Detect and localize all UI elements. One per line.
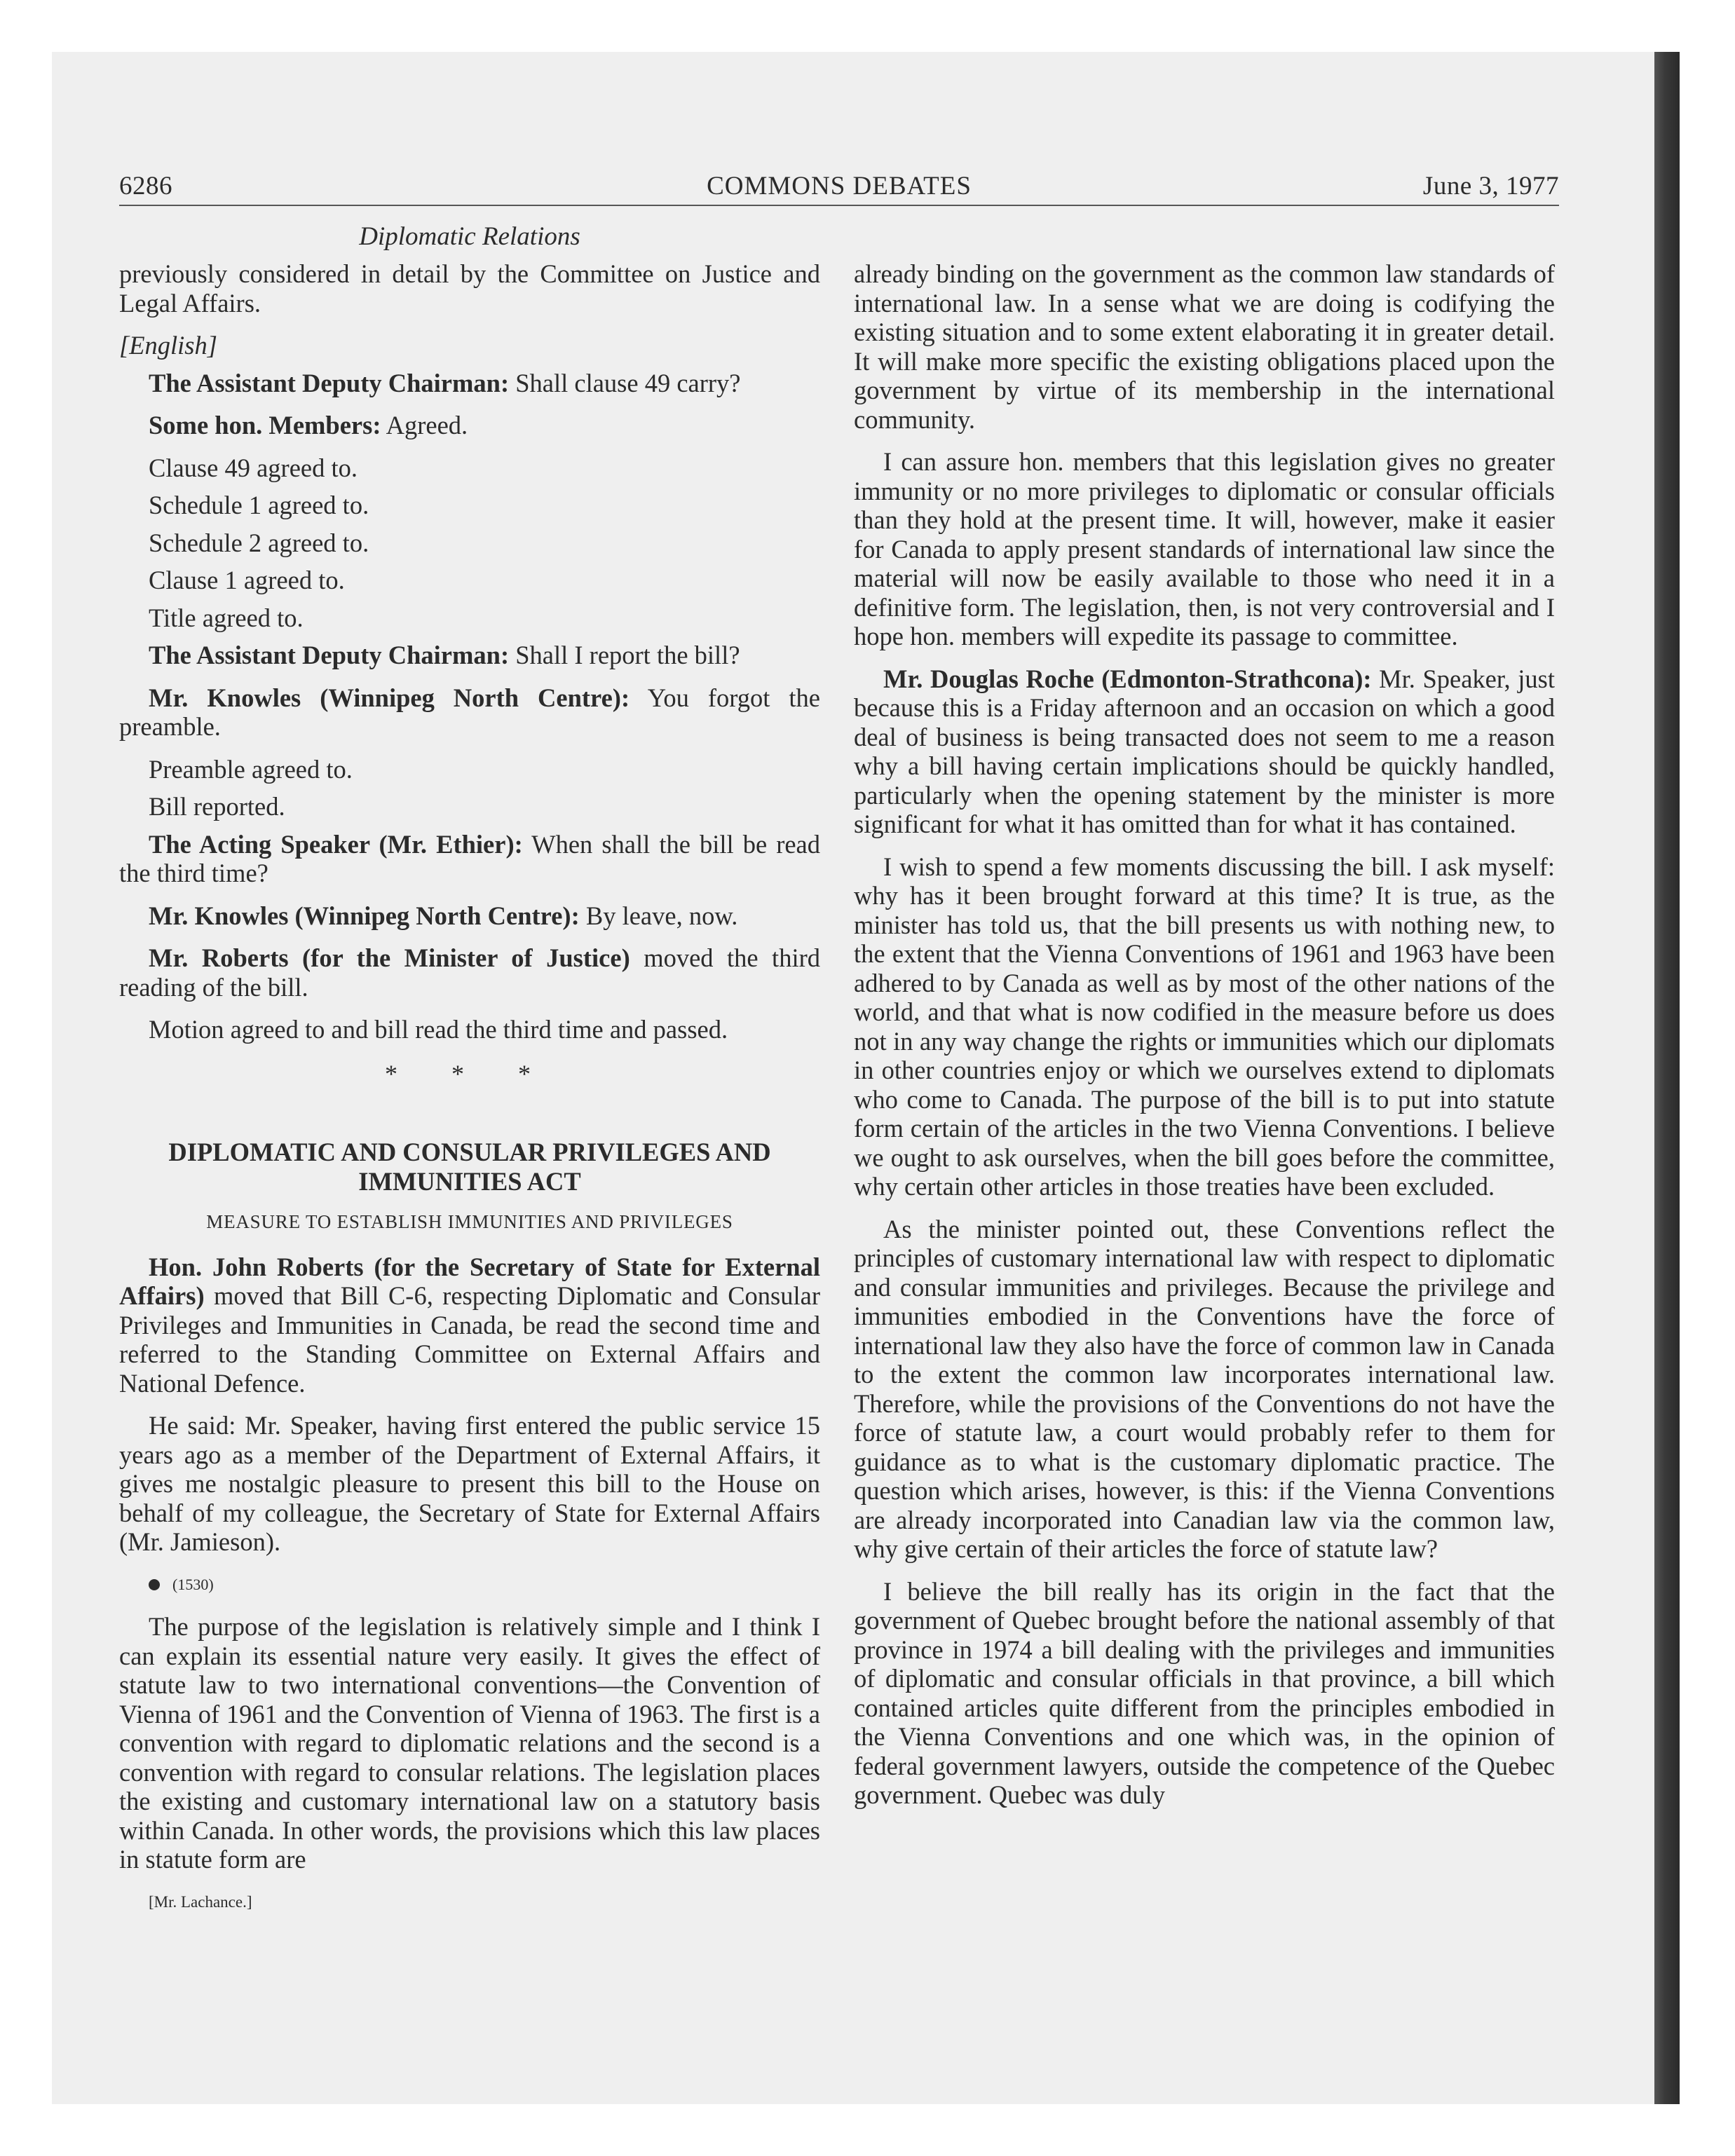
speech: The Acting Speaker (Mr. Ethier): When shall the bill be read the third time? bbox=[119, 829, 821, 887]
procedural-note: Schedule 2 agreed to. bbox=[149, 528, 369, 557]
time-marker: (1530) bbox=[119, 1570, 820, 1599]
page-date: June 3, 1977 bbox=[1422, 172, 1559, 200]
page-header bbox=[119, 171, 1559, 206]
speech: The Assistant Deputy Chairman: Shall I report the bill? bbox=[149, 641, 740, 669]
bullet-dot-icon bbox=[149, 1579, 160, 1590]
right-column bbox=[854, 259, 1555, 1823]
speaker-name: Mr. Douglas Roche (Edmonton-Strathcona): bbox=[883, 664, 1372, 693]
speech: Mr. Douglas Roche (Edmonton-Strathcona): Mr. Speaker, just because this is a Friday afternoon and an occasion on which a good deal of business is being transacted does not seem to me a reason why a bill having certain implications should be quickly handled, particularly when the opening statement by the minister is more significant for what it has omitted than for what it has contained. bbox=[854, 664, 1555, 838]
act-heading: DIPLOMATIC AND CONSULAR PRIVILEGES AND IMMUNITIES ACT bbox=[168, 1138, 771, 1196]
paragraph: previously considered in detail by the Committee on Justice and Legal Affairs. bbox=[119, 259, 820, 318]
language-marker: [English] bbox=[119, 331, 217, 360]
speaker-name: Mr. Knowles (Winnipeg North Centre): bbox=[149, 901, 580, 930]
section-break-stars: * * * bbox=[385, 1059, 554, 1088]
section-label: Diplomatic Relations bbox=[359, 222, 580, 251]
paragraph: I wish to spend a few moments discussing the bill. I ask myself: why has it been brought forward at this time? It is true, as the minister has told us, that the bill presents us with nothing new, to the extent that the Vienna Conventions of 1961 and 1963 have been adhered to by Canada as well as by most of the other nations of the world, and that what is now codified in the measure before us does not in any way change the rights or immunities which our diplomats in other countries enjoy or which we ourselves extend to diplomats who come to Canada. The purpose of the bill is to put into statute form certain of the articles in the two Vienna Conventions. I believe we ought to ask ourselves, when the bill goes before the committee, why certain other articles in those treaties have been excluded. bbox=[854, 852, 1555, 1201]
speaker-name: Mr. Roberts (for the Minister of Justice) bbox=[149, 943, 630, 972]
procedural-note: Title agreed to. bbox=[149, 603, 304, 632]
act-subheading: MEASURE TO ESTABLISH IMMUNITIES AND PRIVILEGES bbox=[206, 1211, 733, 1232]
speaker-name: Hon. John Roberts (for the Secretary of State for External Affairs) bbox=[119, 1252, 820, 1310]
left-column bbox=[119, 259, 820, 1930]
book-spine-shadow bbox=[1654, 52, 1680, 2104]
speaker-name: The Assistant Deputy Chairman: bbox=[149, 641, 510, 669]
paragraph: I believe the bill really has its origin in the fact that the government of Quebec brought before the national assembly of that province in 1974 a bill dealing with the privileges and immunities of diplomatic and consular officials in that province, a bill which contained articles quite different from the principles embodied in the Vienna Conventions and one which was, in the opinion of federal government lawyers, outside the competence of the Quebec government. Quebec was duly bbox=[854, 1576, 1555, 1809]
procedural-note: Motion agreed to and bill read the third time and passed. bbox=[149, 1015, 728, 1044]
paragraph: He said: Mr. Speaker, having first entered the public service 15 years ago as a member of the Department of External Affairs, it gives me nostalgic pleasure to present this bill to the House on behalf of my colleague, the Secretary of State for External Affairs (Mr. Jamieson). bbox=[119, 1411, 820, 1556]
publication-title: COMMONS DEBATES bbox=[707, 172, 972, 200]
procedural-note: Clause 1 agreed to. bbox=[149, 566, 345, 594]
page-number: 6286 bbox=[119, 172, 172, 200]
paragraph: already binding on the government as the common law standards of international law. In a sense what we are doing is codifying the existing situation and to some extent elaborating it in greater detail. It will make more specific the existing obligations placed upon the government by virtue of its membership in the international community. bbox=[854, 259, 1555, 434]
speech: Mr. Knowles (Winnipeg North Centre): You forgot the preamble. bbox=[119, 683, 820, 741]
speech: The Assistant Deputy Chairman: Shall clause 49 carry? bbox=[149, 368, 741, 397]
footnote: [Mr. Lachance.] bbox=[149, 1892, 252, 1911]
paragraph: As the minister pointed out, these Conventions reflect the principles of customary international law with respect to diplomatic and consular immunities and privileges. Because the privilege and immunities embodied in the Conventions have the force of international law they also have the force of common law in Canada to the extent the common law incorporates international law. Therefore, while the provisions of the Conventions do not have the force of statute law, a court would probably refer to them for guidance as to what is the customary diplomatic practice. The question which arises, however, is this: if the Vienna Conventions are already incorporated into Canadian law via the common law, why give certain of their articles the force of statute law? bbox=[854, 1214, 1555, 1563]
paragraph: The purpose of the legislation is relatively simple and I think I can explain its essential nature very easily. It gives the effect of statute law to two international conventions—the Convention of Vienna of 1961 and the Convention of Vienna of 1963. The first is a convention with regard to diplomatic relations and the second is a convention with regard to consular relations. The legislation places the existing and customary international law on a statutory basis within Canada. In other words, the provisions which this law places in statute form are bbox=[119, 1612, 820, 1874]
speech: Hon. John Roberts (for the Secretary of State for External Affairs) moved that Bill C-6, respecting Diplomatic and Consular Privileges and Immunities in Canada, be read the second time and referred to the Standing Committee on External Affairs and National Defence. bbox=[119, 1252, 820, 1398]
header-rule bbox=[119, 205, 1559, 206]
paragraph: I can assure hon. members that this legislation gives no greater immunity or no more privileges to diplomatic or consular officials than they hold at the present time. It will, however, make it easier for Canada to apply present standards of international law since the material will now be easily available to those who need it in a definitive form. The legislation, then, is not very controversial and I hope hon. members will expedite its passage to committee. bbox=[854, 447, 1555, 650]
procedural-note: Preamble agreed to. bbox=[149, 754, 353, 784]
speech: Mr. Knowles (Winnipeg North Centre): By leave, now. bbox=[149, 901, 738, 930]
procedural-note: Clause 49 agreed to. bbox=[149, 453, 358, 482]
speech: Mr. Roberts (for the Minister of Justice) moved the third reading of the bill. bbox=[119, 943, 820, 1002]
speaker-name: Some hon. Members: bbox=[149, 411, 381, 439]
speaker-name: Mr. Knowles (Winnipeg North Centre): bbox=[149, 683, 630, 712]
procedural-note: Schedule 1 agreed to. bbox=[149, 491, 369, 519]
speech: Some hon. Members: Agreed. bbox=[149, 411, 468, 439]
procedural-note: Bill reported. bbox=[149, 792, 285, 821]
speaker-name: The Assistant Deputy Chairman: bbox=[149, 368, 510, 397]
speaker-name: The Acting Speaker (Mr. Ethier): bbox=[149, 829, 523, 859]
